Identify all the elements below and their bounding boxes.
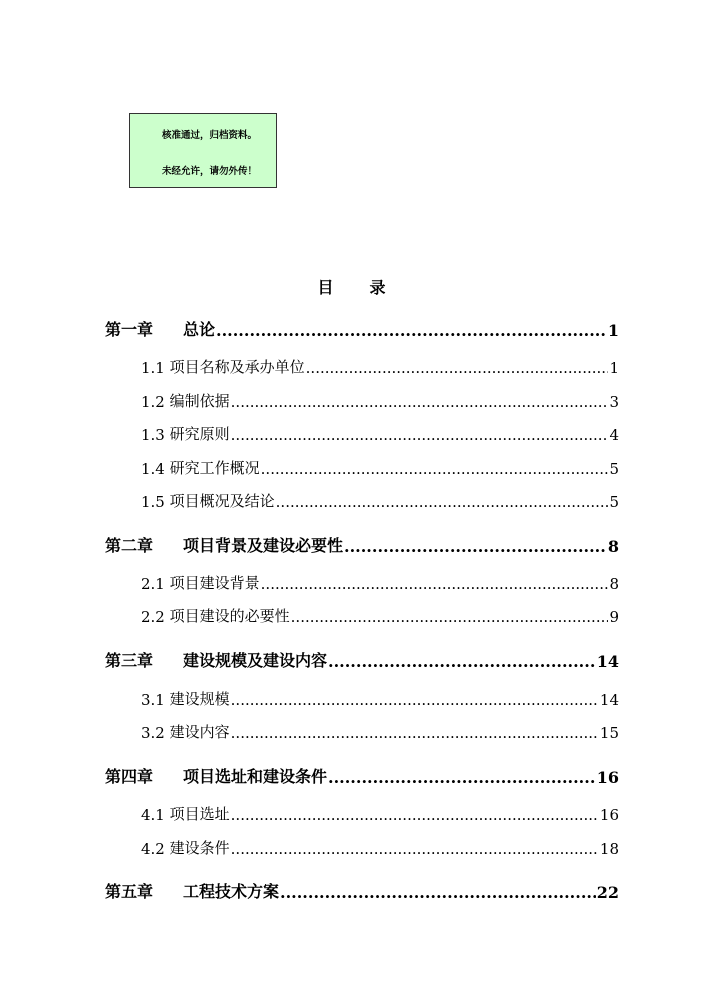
toc-entry-text: 建设条件 (169, 839, 230, 857)
toc-leader (328, 652, 596, 671)
toc-section-1-4[interactable] (141, 458, 619, 478)
toc-section-1-2[interactable] (141, 391, 619, 411)
toc-leader (280, 883, 596, 902)
toc-entry-number: 2.1 (141, 575, 165, 593)
toc-entry-number: 第三章 (105, 651, 154, 670)
toc-entry-number: 1.5 (141, 493, 165, 511)
toc-entry-text: 建设规模 (169, 690, 230, 708)
toc-entry-text: 项目选址 (169, 805, 230, 823)
toc-section-1-1[interactable] (141, 357, 619, 377)
toc-title (0, 275, 703, 298)
toc-entry-number: 4.1 (141, 806, 165, 824)
toc-entry-page: 18 (599, 840, 619, 858)
stamp-line-2: 未经允许，请勿外传！ (162, 166, 258, 177)
toc-leader (231, 393, 609, 411)
toc-entry-number: 3.2 (141, 724, 165, 742)
toc-entry-text: 项目背景及建设必要性 (183, 536, 344, 555)
toc-entry-page: 4 (609, 426, 619, 444)
toc-chapter-3[interactable] (105, 649, 619, 671)
toc-chapter-4[interactable] (105, 765, 619, 787)
toc-entry-page: 15 (599, 724, 619, 742)
toc-entry-number: 1.1 (141, 359, 165, 377)
toc-entry-text: 项目建设的必要性 (169, 607, 290, 625)
toc-entry-page: 3 (609, 393, 619, 411)
toc-entry-page: 22 (596, 883, 619, 902)
toc-chapter-1[interactable] (105, 318, 619, 340)
toc-leader (344, 537, 607, 556)
toc-entry-text: 研究原则 (169, 425, 230, 443)
toc-entry-text: 总论 (183, 320, 216, 339)
toc-leader (306, 359, 609, 377)
toc-entry-text: 项目名称及承办单位 (169, 358, 305, 376)
toc-entry-page: 1 (607, 321, 619, 340)
toc-entry-number: 1.3 (141, 426, 165, 444)
toc-section-3-2[interactable] (141, 722, 619, 742)
toc-entry-text: 编制依据 (169, 392, 230, 410)
toc-entry-page: 8 (607, 537, 619, 556)
toc-entry-number: 第四章 (105, 767, 154, 786)
toc-section-3-1[interactable] (141, 689, 619, 709)
toc-leader (231, 691, 599, 709)
toc-leader (216, 321, 607, 340)
toc-entry-page: 5 (609, 460, 619, 478)
toc-entry-number: 2.2 (141, 608, 165, 626)
toc-entry-text: 研究工作概况 (169, 459, 260, 477)
toc-entry-number: 第一章 (105, 320, 154, 339)
toc-section-4-2[interactable] (141, 838, 619, 858)
toc-entry-text: 项目概况及结论 (169, 492, 275, 510)
toc-entry-number: 第二章 (105, 536, 154, 555)
toc-leader (231, 426, 609, 444)
toc-entry-text: 建设内容 (169, 723, 230, 741)
approval-stamp (129, 113, 277, 188)
toc-leader (231, 724, 599, 742)
toc-section-1-5[interactable] (141, 491, 619, 511)
toc-chapter-2[interactable] (105, 534, 619, 556)
toc-leader (261, 575, 609, 593)
toc-entry-page: 9 (609, 608, 619, 626)
toc-leader (328, 768, 596, 787)
toc-entry-text: 建设规模及建设内容 (183, 651, 328, 670)
toc-entry-page: 16 (596, 768, 619, 787)
toc-section-2-1[interactable] (141, 573, 619, 593)
toc-entry-number: 1.2 (141, 393, 165, 411)
toc-section-4-1[interactable] (141, 804, 619, 824)
toc-entry-text: 项目建设背景 (169, 574, 260, 592)
toc-entry-page: 14 (596, 652, 619, 671)
toc-entry-page: 5 (609, 493, 619, 511)
toc-leader (276, 493, 609, 511)
toc-title-part2: 录 (369, 278, 386, 297)
toc-leader (261, 460, 609, 478)
toc-entry-number: 3.1 (141, 691, 165, 709)
toc-entry-page: 8 (609, 575, 619, 593)
toc-section-1-3[interactable] (141, 424, 619, 444)
toc-entry-number: 第五章 (105, 882, 154, 901)
toc-leader (231, 806, 599, 824)
toc-chapter-5[interactable] (105, 880, 619, 902)
toc-entry-page: 16 (599, 806, 619, 824)
toc-entry-number: 4.2 (141, 840, 165, 858)
toc-title-part1: 目 (317, 278, 334, 297)
toc-entry-text: 项目选址和建设条件 (183, 767, 328, 786)
toc-leader (291, 608, 609, 626)
toc-entry-text: 工程技术方案 (183, 882, 280, 901)
toc-entry-page: 1 (609, 359, 619, 377)
toc-entry-number: 1.4 (141, 460, 165, 478)
stamp-line-1: 核准通过，归档资料。 (162, 130, 258, 141)
toc-section-2-2[interactable] (141, 606, 619, 626)
toc-entry-page: 14 (599, 691, 619, 709)
toc-leader (231, 840, 599, 858)
